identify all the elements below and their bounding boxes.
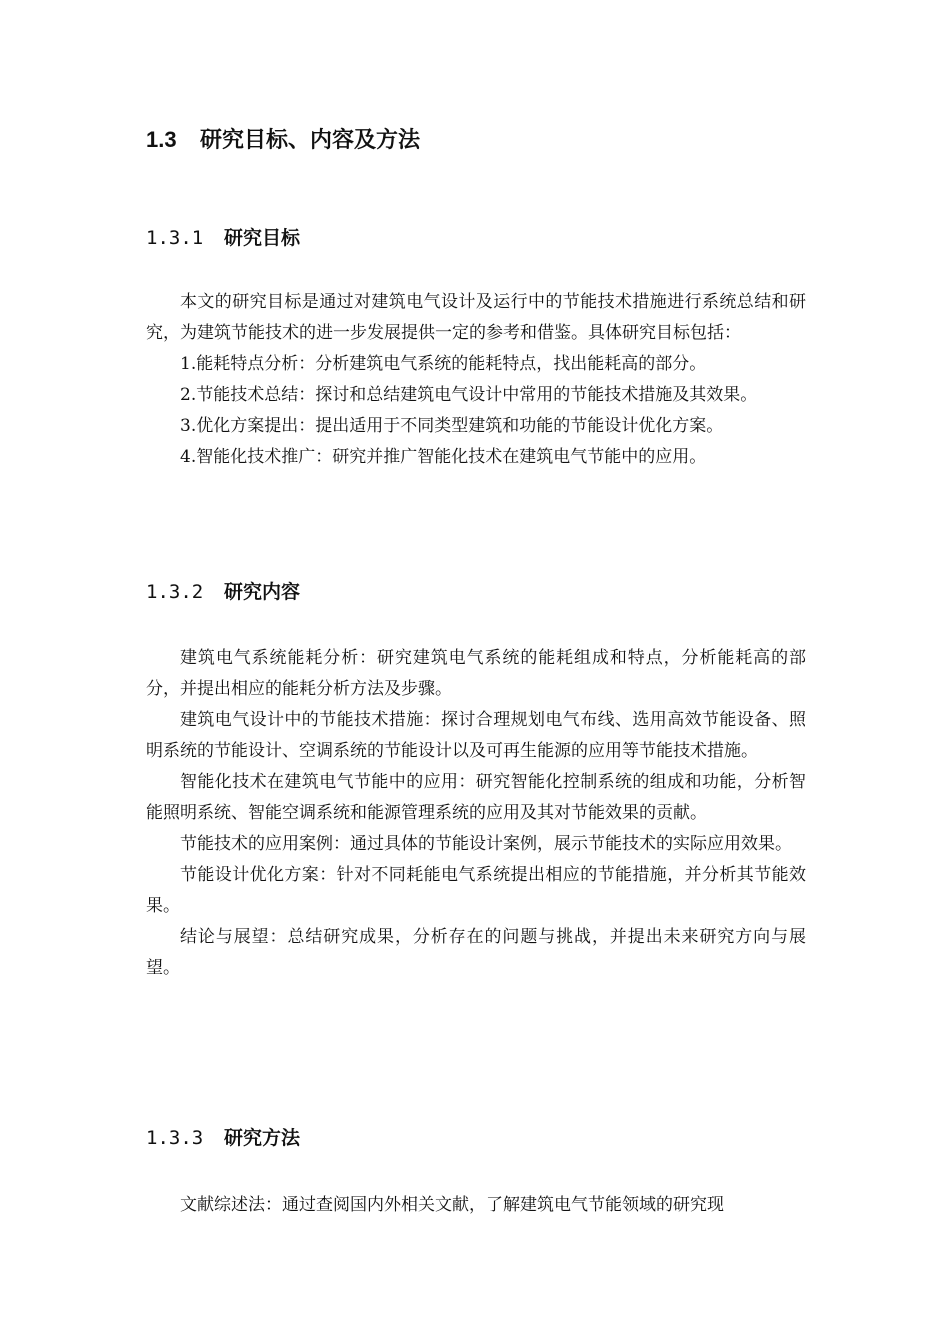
subsection-heading-content (146, 576, 300, 608)
section-title: 研究目标、内容及方法 (200, 127, 421, 153)
subsection-number: 1.3.2 (146, 581, 204, 603)
paragraph: 建筑电气系统能耗分析：研究建筑电气系统的能耗组成和特点，分析能耗高的部分，并提出相应的能耗分析方法及步骤。 (146, 648, 806, 699)
paragraph: 节能技术的应用案例：通过具体的节能设计案例，展示节能技术的实际应用效果。 (180, 834, 792, 854)
paragraph: 本文的研究目标是通过对建筑电气设计及运行中的节能技术措施进行系统总结和研究，为建筑节能技术的进一步发展提供一定的参考和借鉴。具体研究目标包括： (146, 292, 806, 343)
paragraph: 结论与展望：总结研究成果，分析存在的问题与挑战，并提出未来研究方向与展望。 (146, 927, 806, 978)
subsection-title: 研究目标 (224, 227, 301, 249)
content-body (146, 643, 806, 984)
paragraph: 节能设计优化方案：针对不同耗能电气系统提出相应的节能措施，并分析其节能效果。 (146, 865, 806, 916)
subsection-heading-methods (146, 1122, 300, 1154)
subsection-heading-goals (146, 222, 300, 254)
subsection-title: 研究方法 (224, 1127, 301, 1149)
list-item: 3.优化方案提出：提出适用于不同类型建筑和功能的节能设计优化方案。 (180, 416, 724, 436)
section-number: 1.3 (146, 127, 177, 152)
section-heading (146, 122, 420, 158)
paragraph: 建筑电气设计中的节能技术措施：探讨合理规划电气布线、选用高效节能设备、照明系统的节能设计、空调系统的节能设计以及可再生能源的应用等节能技术措施。 (146, 710, 806, 761)
list-item: 1.能耗特点分析：分析建筑电气系统的能耗特点，找出能耗高的部分。 (180, 354, 707, 374)
list-item: 4.智能化技术推广：研究并推广智能化技术在建筑电气节能中的应用。 (180, 447, 707, 467)
subsection-title: 研究内容 (224, 581, 301, 603)
goals-body (146, 287, 806, 473)
paragraph: 智能化技术在建筑电气节能中的应用：研究智能化控制系统的组成和功能，分析智能照明系统、智能空调系统和能源管理系统的应用及其对节能效果的贡献。 (146, 772, 806, 823)
paragraph: 文献综述法：通过查阅国内外相关文献，了解建筑电气节能领域的研究现 (180, 1195, 724, 1215)
methods-body (146, 1190, 806, 1221)
list-item: 2.节能技术总结：探讨和总结建筑电气设计中常用的节能技术措施及其效果。 (180, 385, 758, 405)
subsection-number: 1.3.3 (146, 1127, 204, 1149)
subsection-number: 1.3.1 (146, 227, 204, 249)
